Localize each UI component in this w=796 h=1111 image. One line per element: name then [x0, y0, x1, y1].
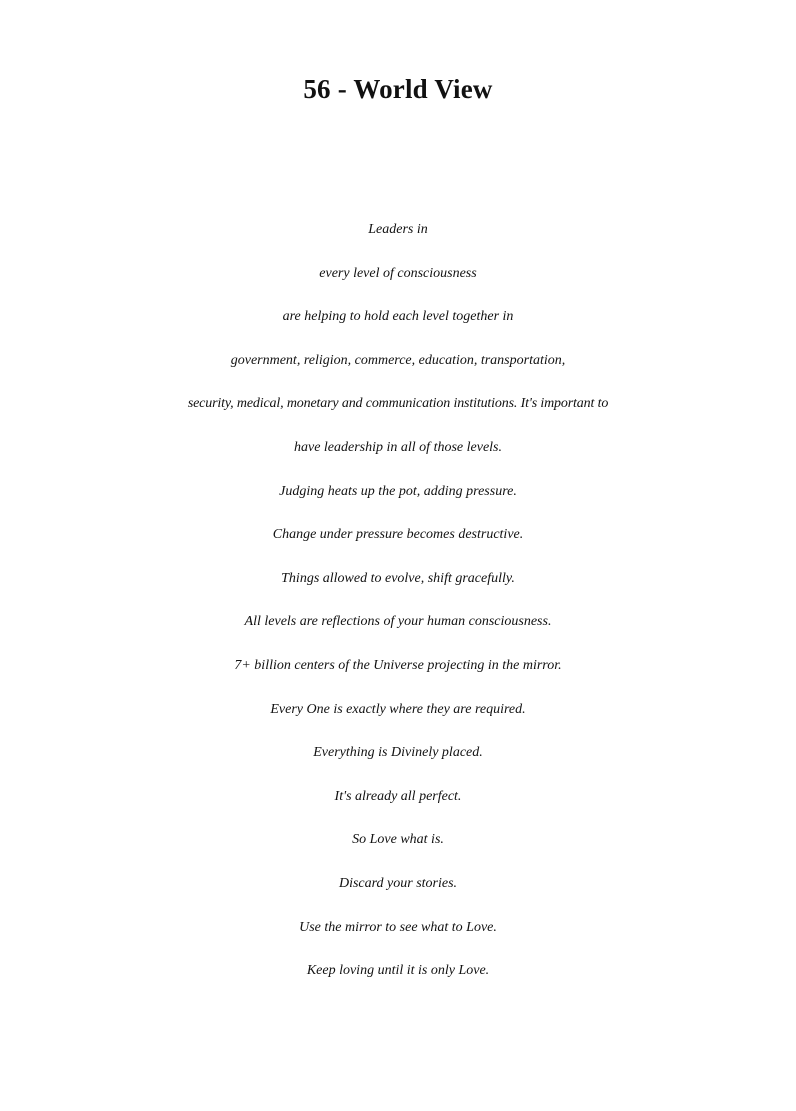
poem-line: Judging heats up the pot, adding pressure. — [279, 483, 517, 499]
poem-line: Change under pressure becomes destructive. — [272, 527, 524, 543]
poem-line: are helping to hold each level together in — [282, 309, 514, 325]
poem-body — [0, 208, 796, 993]
poem-line: 7+ billion centers of the Universe projecting in the mirror. — [234, 657, 562, 673]
poem-line: Keep loving until it is only Love. — [306, 963, 490, 979]
poem-line: It's already all perfect. — [334, 788, 462, 804]
poem-line: Things allowed to evolve, shift gracefully. — [281, 570, 515, 586]
poem-line: Discard your stories. — [338, 875, 458, 891]
poem-line: security, medical, monetary and communication institutions. It's important to — [187, 396, 609, 412]
poem-line: Use the mirror to see what to Love. — [299, 919, 497, 935]
poem-line: All levels are reflections of your human consciousness. — [244, 614, 552, 630]
poem-line: Everything is Divinely placed. — [313, 745, 483, 761]
poem-line: government, religion, commerce, education, transportation, — [230, 352, 566, 368]
poem-line: Every One is exactly where they are required. — [270, 701, 526, 717]
poem-line: Leaders in — [368, 222, 428, 237]
poem-line: have leadership in all of those levels. — [293, 439, 502, 455]
poem-line: So Love what is. — [352, 832, 444, 848]
page-title: 56 - World View — [303, 74, 493, 104]
poem-line: every level of consciousness — [319, 265, 477, 281]
